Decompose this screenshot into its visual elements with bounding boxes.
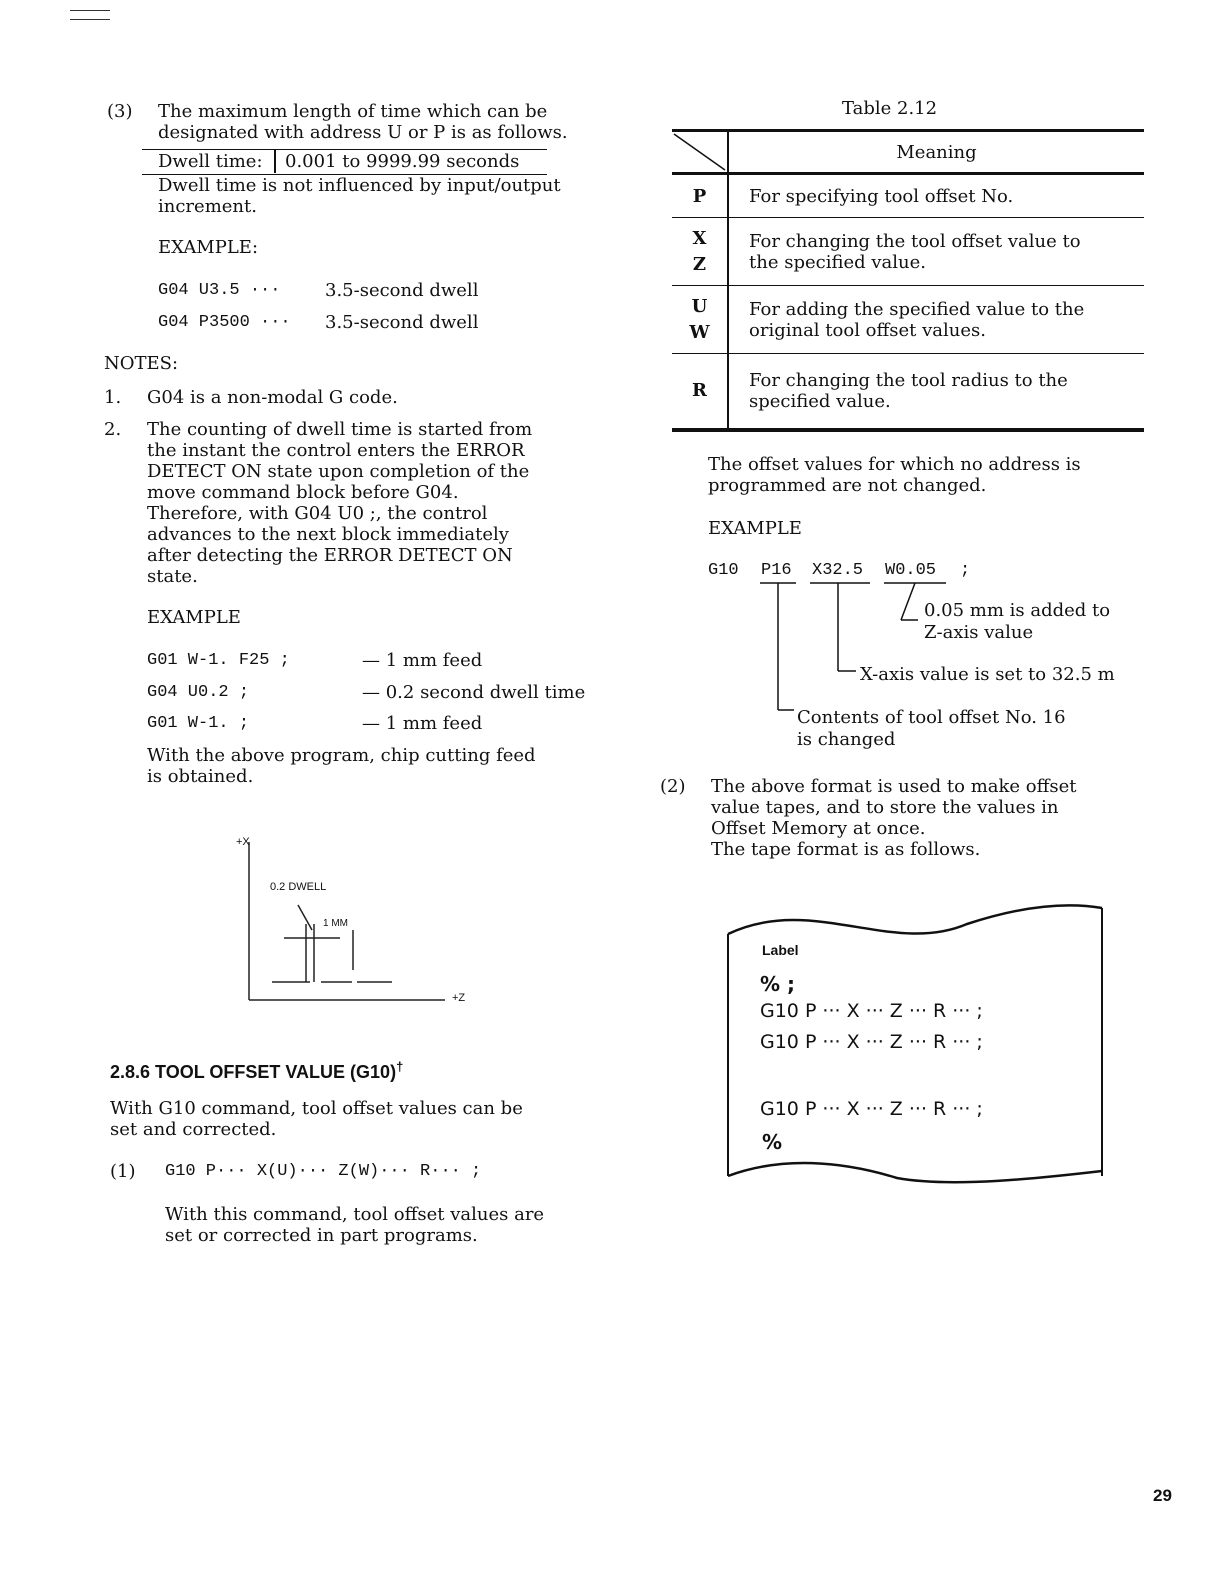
dwell-diagram — [230, 830, 480, 1010]
page-number: 29 — [1153, 1486, 1172, 1505]
item-2-line: The above format is used to make offset — [711, 776, 1077, 797]
table-key-xz — [672, 218, 728, 286]
figure-axis-z-label: +Z — [452, 992, 466, 1004]
example-2-code-2: G04 U0.2 ; — [147, 683, 250, 702]
note-1-text: G04 is a non-modal G code. — [147, 387, 398, 408]
annotation-p-line-2: is changed — [797, 729, 896, 750]
item-2-line: The tape format is as follows. — [711, 839, 981, 860]
example-1-label: EXAMPLE: — [158, 237, 259, 258]
table-key-r: R — [672, 354, 728, 430]
dwell-note-line-2: increment. — [158, 196, 257, 217]
item-2-line: value tapes, and to store the values in — [711, 797, 1059, 818]
item-2-line: Offset Memory at once. — [711, 818, 926, 839]
section-paragraph-line-2: set and corrected. — [110, 1119, 277, 1140]
example-1-desc-2: 3.5-second dwell — [325, 312, 479, 333]
table-key-uw — [672, 286, 728, 354]
section-title — [110, 1056, 403, 1083]
after-table-line-2: programmed are not changed. — [708, 475, 987, 496]
annotation-x: X-axis value is set to 32.5 m — [860, 664, 1115, 685]
section-title-text: 2.8.6 TOOL OFFSET VALUE (G10) — [110, 1062, 397, 1082]
figure-mm-label: 1 MM — [323, 918, 348, 929]
table-header-meaning: Meaning — [896, 141, 977, 163]
after-table-line-1: The offset values for which no address is — [708, 454, 1081, 475]
note-2-line: advances to the next block immediately — [147, 524, 509, 545]
table-key: Z — [692, 253, 707, 275]
header-mark — [70, 10, 110, 20]
item-3-line-1: The maximum length of time which can be — [158, 101, 548, 122]
dwell-note-line-1: Dwell time is not influenced by input/output — [158, 175, 561, 196]
tape-row: G10 P ··· X ··· Z ··· R ··· ; — [760, 1000, 983, 1022]
note-2-line: The counting of dwell time is started from — [147, 419, 533, 440]
right-example-label: EXAMPLE — [708, 518, 802, 539]
table-meaning-line: original tool offset values. — [749, 319, 986, 341]
note-2-line: state. — [147, 566, 198, 587]
tape-label: Label — [762, 942, 799, 958]
example-2-code-1: G01 W-1. F25 ; — [147, 651, 290, 670]
table-key: U — [691, 295, 708, 317]
table-meaning-line: For changing the tool radius to the — [749, 369, 1068, 391]
summary-line-2: is obtained. — [147, 766, 254, 787]
figure-dwell-label: 0.2 DWELL — [270, 881, 327, 893]
note-2-number: 2. — [104, 419, 122, 440]
example-1-code-2: G04 P3500 ··· — [158, 313, 291, 332]
item-1-code: G10 P··· X(U)··· Z(W)··· R··· ; — [165, 1162, 482, 1181]
item-1-number: (1) — [110, 1161, 136, 1182]
g10-x-word: X32.5 — [812, 561, 864, 580]
item-2-number: (2) — [660, 776, 686, 797]
tape-row: G10 P ··· X ··· Z ··· R ··· ; — [760, 1031, 983, 1053]
dwell-time-range: 0.001 to 9999.99 seconds — [285, 151, 520, 172]
table-meaning — [728, 174, 1144, 218]
table-key-p: P — [672, 174, 728, 218]
table-meaning-line: For adding the specified value to the — [749, 298, 1085, 320]
note-2-line: the instant the control enters the ERROR — [147, 440, 525, 461]
notes-label: NOTES: — [104, 353, 179, 374]
table-meaning-line: the specified value. — [749, 251, 926, 273]
note-2-line: after detecting the ERROR DETECT ON — [147, 545, 513, 566]
example-1-desc-1: 3.5-second dwell — [325, 280, 479, 301]
item-1-desc-line-1: With this command, tool offset values are — [165, 1204, 545, 1225]
tape-end-code: % — [762, 1130, 783, 1154]
annotation-w-line-1: 0.05 mm is added to — [924, 600, 1111, 621]
section-title-mark: † — [396, 1059, 404, 1074]
table-meaning-line: specified value. — [749, 390, 891, 412]
g10-end-of-block: ; — [960, 561, 971, 580]
example-2-desc-1: — 1 mm feed — [362, 650, 483, 671]
dwell-time-label: Dwell time: — [158, 151, 263, 172]
table-meaning — [728, 354, 1144, 430]
example-2-desc-3: — 1 mm feed — [362, 713, 483, 734]
note-2-line: DETECT ON state upon completion of the — [147, 461, 530, 482]
example-2-desc-2: — 0.2 second dwell time — [362, 682, 586, 703]
table-key: W — [689, 321, 710, 343]
item-1-desc-line-2: set or corrected in part programs. — [165, 1225, 478, 1246]
section-paragraph-line-1: With G10 command, tool offset values can be — [110, 1098, 523, 1119]
example-1-code-1: G04 U3.5 ··· — [158, 281, 281, 300]
table-meaning-line: For changing the tool offset value to — [749, 230, 1081, 252]
g10-p16-word: P16 — [761, 561, 792, 580]
dwell-divider — [274, 149, 276, 173]
annotation-w-line-2: Z-axis value — [924, 622, 1034, 643]
figure-axis-x-label: +X — [236, 836, 250, 848]
table-header-corner — [672, 131, 728, 174]
table-meaning-line: For specifying tool offset No. — [749, 185, 1014, 207]
note-1-number: 1. — [104, 387, 122, 408]
summary-line-1: With the above program, chip cutting feed — [147, 745, 536, 766]
note-2-line: Therefore, with G04 U0 ;, the control — [147, 503, 488, 524]
table-meaning — [728, 218, 1144, 286]
example-2-label: EXAMPLE — [147, 607, 241, 628]
table-meaning — [728, 286, 1144, 354]
annotation-p-line-1: Contents of tool offset No. 16 — [797, 707, 1066, 728]
table-caption: Table 2.12 — [842, 98, 938, 119]
table-2-12 — [672, 129, 1144, 432]
example-2-code-3: G01 W-1. ; — [147, 714, 250, 733]
tape-row: G10 P ··· X ··· Z ··· R ··· ; — [760, 1098, 983, 1120]
g10-w-word: W0.05 — [885, 561, 937, 580]
item-3-number: (3) — [107, 101, 133, 122]
item-3-line-2: designated with address U or P is as follows. — [158, 122, 568, 143]
table-key: X — [692, 227, 707, 249]
note-2-line: move command block before G04. — [147, 482, 459, 503]
tape-start-code: % ; — [760, 972, 795, 996]
g10-word: G10 — [708, 561, 739, 580]
